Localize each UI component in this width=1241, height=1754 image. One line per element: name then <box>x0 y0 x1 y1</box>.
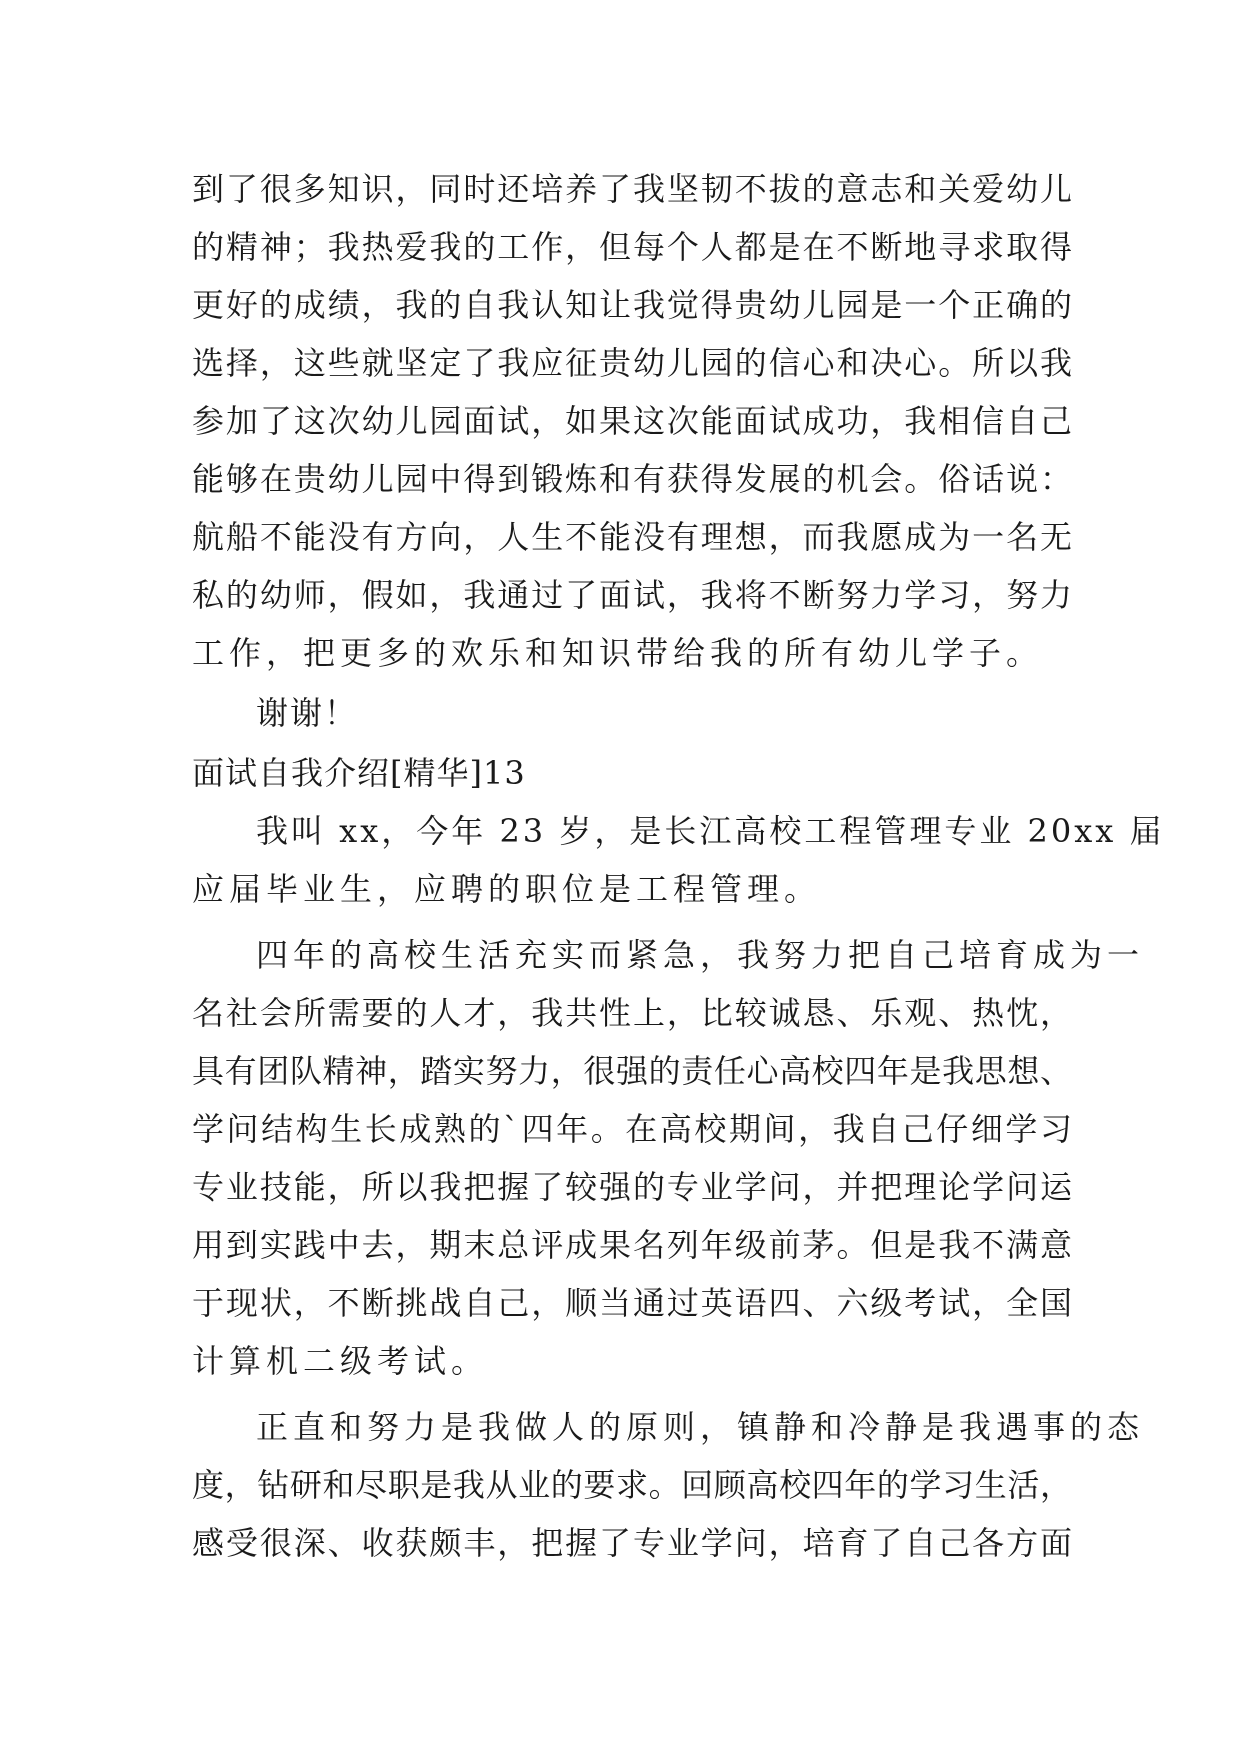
paragraph <box>192 160 1072 682</box>
thanks-line: 谢谢！ <box>256 694 359 732</box>
text-line: 专业技能，所以我把握了较强的专业学问，并把理论学问运 <box>192 1168 1072 1206</box>
text-line: 到了很多知识，同时还培养了我坚韧不拔的意志和关爱幼儿 <box>192 170 1072 208</box>
text-line: 具有团队精神，踏实努力，很强的责任心高校四年是我思想、 <box>192 1052 1072 1090</box>
text-line: 学问结构生长成熟的`四年。在高校期间，我自己仔细学习 <box>192 1110 1072 1148</box>
paragraph <box>192 802 1165 918</box>
text-line: 四年的高校生活充实而紧急，我努力把自己培育成为一 <box>256 936 1145 974</box>
text-line: 参加了这次幼儿园面试，如果这次能面试成功，我相信自己 <box>192 402 1072 440</box>
document-body <box>192 160 1165 1572</box>
text-line: 感受很深、收获颇丰，把握了专业学问，培育了自己各方面 <box>192 1524 1072 1562</box>
text-line: 于现状，不断挑战自己，顺当通过英语四、六级考试，全国 <box>192 1284 1072 1322</box>
section-title: 面试自我介绍[精华]13 <box>192 754 526 792</box>
text-line: 工作，把更多的欢乐和知识带给我的所有幼儿学子。 <box>192 634 1044 672</box>
text-line: 正直和努力是我做人的原则，镇静和冷静是我遇事的态 <box>256 1408 1145 1446</box>
text-line: 航船不能没有方向，人生不能没有理想，而我愿成为一名无 <box>192 518 1072 556</box>
text-line: 度，钻研和尽职是我从业的要求。回顾高校四年的学习生活， <box>192 1466 1072 1504</box>
text-line: 我叫 xx，今年 23 岁，是长江高校工程管理专业 20xx 届 <box>256 812 1165 850</box>
paragraph <box>192 1398 1145 1572</box>
text-line: 更好的成绩，我的自我认知让我觉得贵幼儿园是一个正确的 <box>192 286 1072 324</box>
text-line: 名社会所需要的人才，我共性上，比较诚恳、乐观、热忱， <box>192 994 1072 1032</box>
text-line: 能够在贵幼儿园中得到锻炼和有获得发展的机会。俗话说： <box>192 460 1072 498</box>
text-line: 计算机二级考试。 <box>192 1342 489 1380</box>
text-line: 应届毕业生，应聘的职位是工程管理。 <box>192 870 822 908</box>
paragraph <box>192 926 1145 1390</box>
text-line: 的精神；我热爱我的工作，但每个人都是在不断地寻求取得 <box>192 228 1072 266</box>
text-line: 选择，这些就坚定了我应征贵幼儿园的信心和决心。所以我 <box>192 344 1072 382</box>
text-line: 用到实践中去，期末总评成果名列年级前茅。但是我不满意 <box>192 1226 1072 1264</box>
text-line: 私的幼师，假如，我通过了面试，我将不断努力学习，努力 <box>192 576 1072 614</box>
